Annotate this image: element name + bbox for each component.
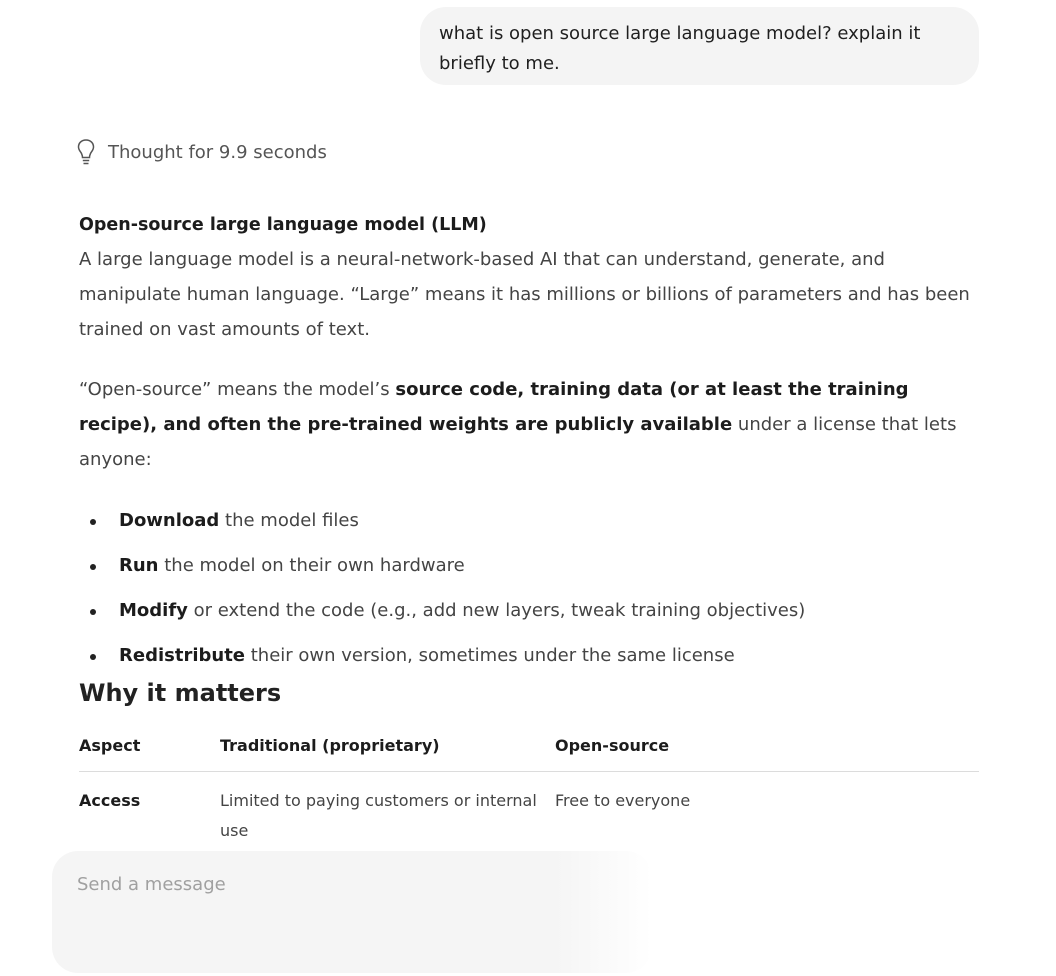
- permissions-list: [79, 502, 979, 682]
- list-item-bold: Modify: [119, 600, 188, 621]
- list-item-bold: Run: [119, 555, 159, 576]
- lightbulb-icon: [76, 138, 96, 166]
- list-item-text: their own version, sometimes under the same license: [245, 645, 735, 666]
- definition-bold: source code, training data (or at least the training recipe), and often the pre-trained weights are publicly available: [79, 379, 909, 435]
- thought-label: Thought for 9.9 seconds: [108, 141, 327, 163]
- column-header: Traditional (proprietary): [220, 728, 555, 771]
- table-cell: Free to everyone: [555, 790, 691, 810]
- user-message-bubble: [420, 7, 979, 85]
- assistant-answer: [79, 208, 979, 682]
- open-source-definition: [79, 372, 979, 477]
- column-header: Open-source: [555, 728, 979, 771]
- answer-title: Open-source large language model (LLM): [79, 215, 487, 235]
- answer-intro: A large language model is a neural-network-based AI that can understand, generate, and manipulate human language. “Large” means it has millions or billions of parameters and has been trained on vast amounts of text.: [79, 249, 970, 340]
- message-composer[interactable]: [52, 851, 652, 973]
- definition-suffix: under a license that lets anyone:: [79, 414, 957, 470]
- table-cell: Access: [79, 790, 141, 810]
- list-item: [79, 502, 979, 547]
- definition-prefix: “Open-source” means the model’s: [79, 379, 396, 400]
- table-row: [79, 771, 979, 846]
- list-item-bold: Redistribute: [119, 645, 245, 666]
- list-item-bold: Download: [119, 510, 220, 531]
- list-item: [79, 637, 979, 682]
- list-item: [79, 547, 979, 592]
- table-cell: Limited to paying customers or internal use: [220, 790, 537, 840]
- column-header: Aspect: [79, 728, 220, 771]
- thought-toggle[interactable]: [76, 137, 327, 167]
- table-header-row: [79, 728, 979, 771]
- list-item-text: the model on their own hardware: [158, 555, 465, 576]
- message-input[interactable]: [77, 874, 627, 895]
- user-message-text: what is open source large language model? explain it briefly to me.: [439, 23, 921, 74]
- section-heading: Why it matters: [79, 679, 282, 707]
- list-item-text: or extend the code (e.g., add new layers, tweak training objectives): [187, 600, 806, 621]
- list-item-text: the model files: [219, 510, 359, 531]
- list-item: [79, 592, 979, 637]
- comparison-table: [79, 728, 979, 846]
